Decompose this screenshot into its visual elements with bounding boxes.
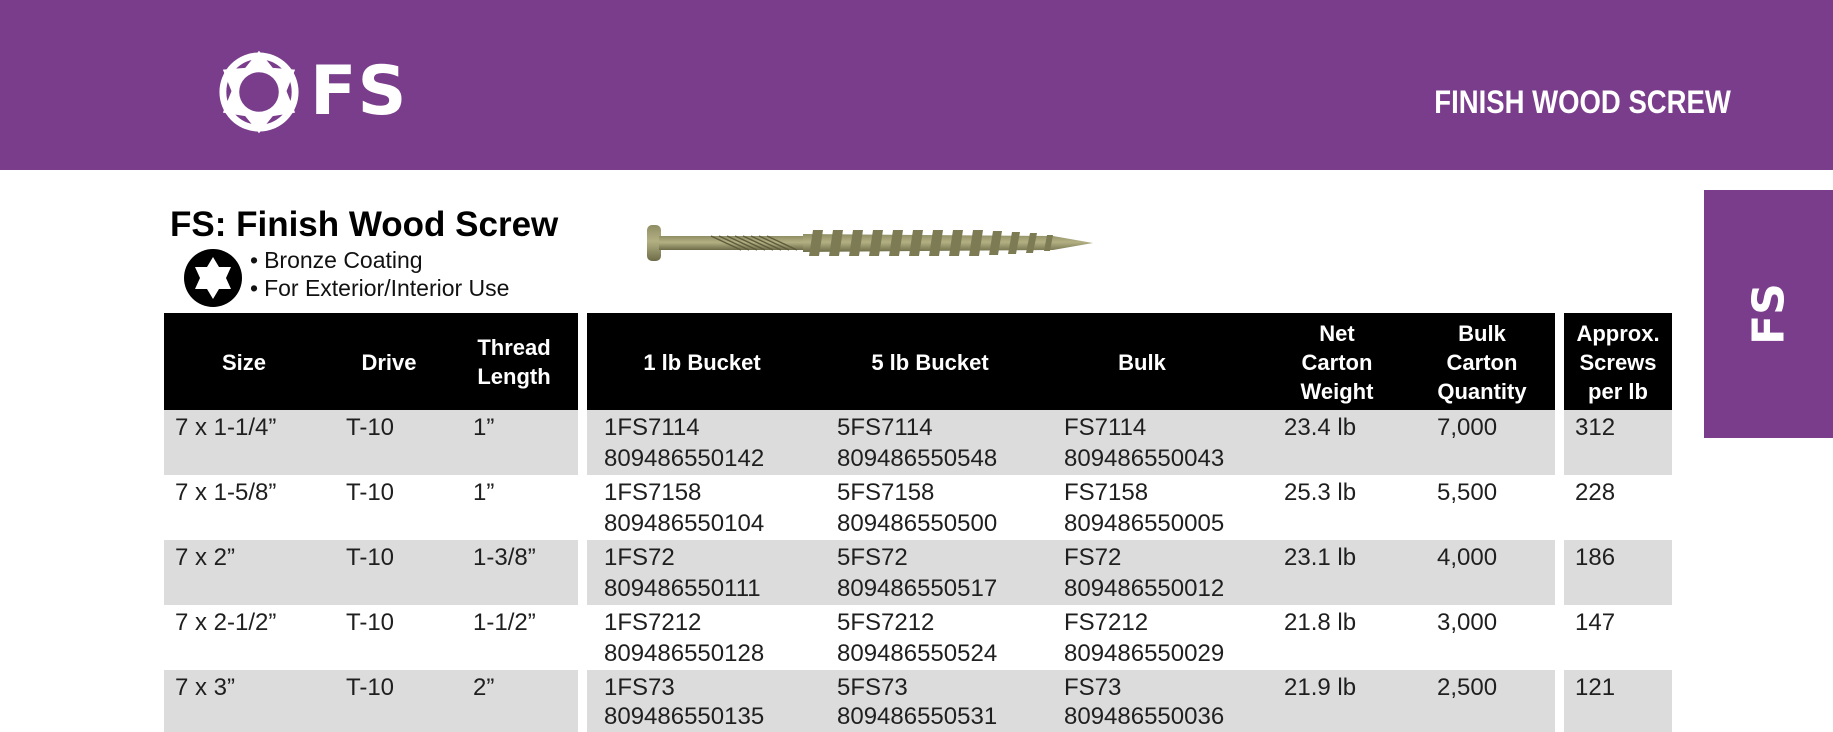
cell-size: 7 x 1-1/4” bbox=[175, 414, 277, 441]
cell-bulk-qty: 2,500 bbox=[1437, 674, 1498, 701]
header-bulk: Bulk bbox=[1118, 349, 1166, 375]
cell-thread: 1” bbox=[473, 414, 495, 441]
cell-net-weight: 21.8 lb bbox=[1284, 609, 1357, 636]
cell-1lb-code: 1FS72 bbox=[604, 544, 675, 571]
screw-image bbox=[643, 218, 1095, 268]
cell-approx: 147 bbox=[1575, 609, 1616, 636]
cell-bulk-upc: 809486550036 bbox=[1064, 703, 1225, 730]
header-approx-screws: Approx. Screws per lb bbox=[1576, 320, 1660, 404]
cell-drive: T-10 bbox=[346, 609, 395, 636]
cell-drive: T-10 bbox=[346, 674, 395, 701]
side-tab-label: FS bbox=[1743, 283, 1794, 345]
cell-5lb-upc: 809486550548 bbox=[837, 445, 998, 472]
cell-size: 7 x 2-1/2” bbox=[175, 609, 277, 636]
cell-net-weight: 25.3 lb bbox=[1284, 479, 1357, 506]
cell-net-weight: 23.1 lb bbox=[1284, 544, 1357, 571]
brand-logo bbox=[216, 49, 407, 134]
cell-drive: T-10 bbox=[346, 479, 395, 506]
cell-5lb-upc: 809486550524 bbox=[837, 640, 998, 667]
cell-approx: 228 bbox=[1575, 479, 1616, 506]
cell-thread: 1” bbox=[473, 479, 495, 506]
cell-net-weight: 21.9 lb bbox=[1284, 674, 1357, 701]
cell-size: 7 x 1-5/8” bbox=[175, 479, 277, 506]
cell-1lb-upc: 809486550135 bbox=[604, 703, 765, 730]
torx-drive-icon bbox=[183, 248, 243, 308]
cell-bulk-upc: 809486550005 bbox=[1064, 510, 1225, 537]
cell-bulk-code: FS7114 bbox=[1064, 414, 1147, 441]
header-5lb-bucket: 5 lb Bucket bbox=[871, 349, 989, 375]
feature-item: • Bronze Coating bbox=[250, 246, 509, 274]
cell-net-weight: 23.4 lb bbox=[1284, 414, 1357, 441]
table-header-left bbox=[164, 313, 578, 411]
cell-5lb-code: 5FS7114 bbox=[837, 414, 933, 441]
cell-1lb-code: 1FS7114 bbox=[604, 414, 700, 441]
cell-thread: 1-3/8” bbox=[473, 544, 536, 571]
cell-drive: T-10 bbox=[346, 414, 395, 441]
cell-size: 7 x 3” bbox=[175, 674, 236, 701]
table-header-right bbox=[1564, 313, 1672, 411]
cell-5lb-upc: 809486550517 bbox=[837, 575, 998, 602]
header-banner bbox=[0, 0, 1833, 170]
cell-bulk-code: FS72 bbox=[1064, 544, 1122, 571]
cell-5lb-upc: 809486550500 bbox=[837, 510, 998, 537]
header-1lb-bucket: 1 lb Bucket bbox=[643, 349, 761, 375]
cell-5lb-code: 5FS72 bbox=[837, 544, 908, 571]
feature-list bbox=[250, 246, 509, 302]
cell-bulk-upc: 809486550012 bbox=[1064, 575, 1225, 602]
torx-star-icon bbox=[216, 49, 302, 135]
cell-1lb-upc: 809486550104 bbox=[604, 510, 765, 537]
header-size: Size bbox=[221, 349, 267, 375]
cell-1lb-code: 1FS7212 bbox=[604, 609, 702, 636]
side-tab[interactable] bbox=[1704, 190, 1833, 438]
cell-approx: 121 bbox=[1575, 674, 1616, 701]
cell-bulk-code: FS7158 bbox=[1064, 479, 1149, 506]
cell-bulk-upc: 809486550043 bbox=[1064, 445, 1225, 472]
cell-bulk-qty: 3,000 bbox=[1437, 609, 1498, 636]
cell-1lb-upc: 809486550111 bbox=[604, 575, 761, 602]
cell-5lb-code: 5FS7212 bbox=[837, 609, 935, 636]
cell-bulk-qty: 4,000 bbox=[1437, 544, 1498, 571]
header-net-carton-weight: Net Carton Weight bbox=[1300, 320, 1374, 404]
cell-bulk-upc: 809486550029 bbox=[1064, 640, 1225, 667]
cell-1lb-upc: 809486550142 bbox=[604, 445, 765, 472]
cell-drive: T-10 bbox=[346, 544, 395, 571]
cell-5lb-code: 5FS7158 bbox=[837, 479, 935, 506]
cell-approx: 186 bbox=[1575, 544, 1616, 571]
cell-bulk-qty: 7,000 bbox=[1437, 414, 1498, 441]
banner-title: FINISH WOOD SCREW bbox=[1434, 84, 1731, 120]
cell-5lb-code: 5FS73 bbox=[837, 674, 908, 701]
cell-5lb-upc: 809486550531 bbox=[837, 703, 998, 730]
cell-1lb-code: 1FS7158 bbox=[604, 479, 702, 506]
cell-bulk-qty: 5,500 bbox=[1437, 479, 1498, 506]
logo-text: FS bbox=[310, 51, 408, 131]
header-thread-length: Thread Length bbox=[477, 335, 551, 389]
cell-1lb-upc: 809486550128 bbox=[604, 640, 765, 667]
table-header-middle bbox=[587, 313, 1555, 411]
product-title: FS: Finish Wood Screw bbox=[170, 205, 559, 244]
header-bulk-carton-quantity: Bulk Carton Quantity bbox=[1437, 320, 1527, 404]
cell-thread: 1-1/2” bbox=[473, 609, 536, 636]
cell-approx: 312 bbox=[1575, 414, 1616, 441]
cell-thread: 2” bbox=[473, 674, 495, 701]
cell-bulk-code: FS7212 bbox=[1064, 609, 1149, 636]
cell-size: 7 x 2” bbox=[175, 544, 236, 571]
feature-item: • For Exterior/Interior Use bbox=[250, 274, 509, 302]
header-drive: Drive bbox=[361, 349, 417, 375]
cell-bulk-code: FS73 bbox=[1064, 674, 1122, 701]
cell-1lb-code: 1FS73 bbox=[604, 674, 675, 701]
